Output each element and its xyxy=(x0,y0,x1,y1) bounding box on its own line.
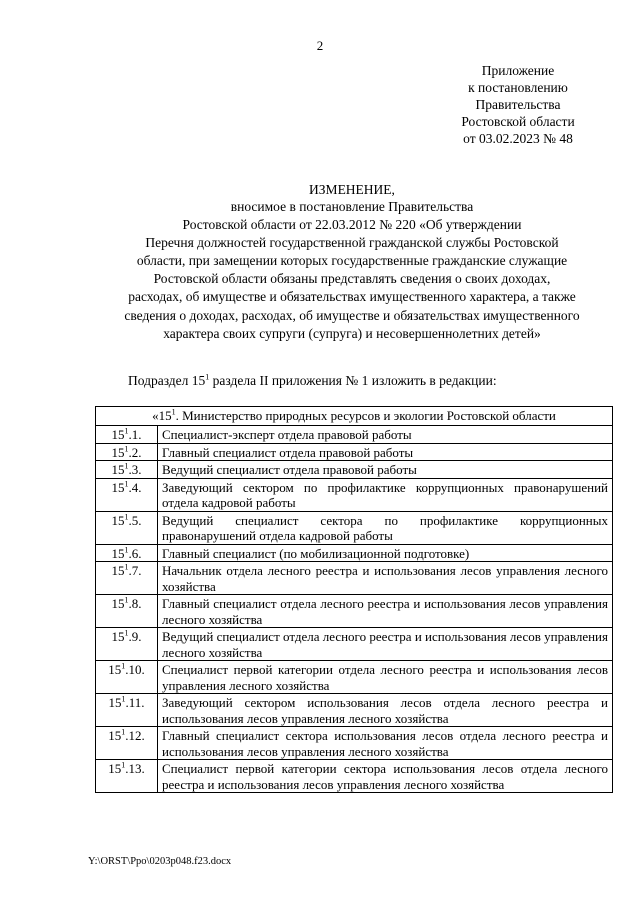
position-title: Ведущий специалист отдела лесного реестра и использования лесов управления лесного хозяйства xyxy=(158,628,613,661)
table-row xyxy=(96,478,613,511)
row-number xyxy=(96,661,158,694)
row-number-base: 15 xyxy=(111,563,125,578)
appendix-line: Правительства xyxy=(475,97,561,112)
intro-text-start: Подраздел 15 xyxy=(128,373,206,388)
header-prefix: «15 xyxy=(152,408,172,423)
subtitle-line: характера своих супруги (супруга) и несовершеннолетних детей» xyxy=(163,325,541,341)
row-number-suffix: .6. xyxy=(128,545,142,561)
row-number-suffix: .10. xyxy=(125,662,145,677)
position-title: Главный специалист отдела правовой работы xyxy=(158,443,613,461)
subtitle-line: расходах, об имуществе и обязательствах имущественного характера, а также xyxy=(128,289,576,305)
row-number-superscript: 1 xyxy=(124,479,129,489)
appendix-line: Приложение xyxy=(481,63,555,78)
row-number-base: 15 xyxy=(108,761,122,776)
table-row xyxy=(96,562,613,595)
row-number xyxy=(96,511,158,544)
row-number-suffix: .7. xyxy=(128,563,142,578)
position-title: Ведущий специалист отдела правовой работы xyxy=(158,461,613,479)
row-number-suffix: .1. xyxy=(128,427,142,442)
row-number xyxy=(96,461,158,479)
position-title: Главный специалист (по мобилизационной подготовке) xyxy=(158,544,613,562)
position-title: Заведующий сектором по профилактике коррупционных правонарушений отдела кадровой работы xyxy=(158,478,613,511)
row-number-base: 15 xyxy=(111,479,125,495)
page-number: 2 xyxy=(316,38,324,53)
row-number-superscript: 1 xyxy=(121,760,126,770)
appendix-line: к постановлению xyxy=(468,80,568,95)
row-number-suffix: .2. xyxy=(128,444,142,460)
row-number-suffix: .12. xyxy=(125,728,145,743)
table-row xyxy=(96,544,613,562)
table-row xyxy=(96,661,613,694)
row-number-base: 15 xyxy=(111,512,125,528)
row-number xyxy=(96,562,158,595)
intro-superscript: 1 xyxy=(205,372,210,382)
row-number-base: 15 xyxy=(111,462,125,477)
table-row xyxy=(96,426,613,444)
row-number-base: 15 xyxy=(111,629,125,644)
position-title: Специалист первой категории отдела лесного реестра и использования лесов управления лесного хозяйства xyxy=(158,661,613,694)
row-number xyxy=(96,727,158,760)
table-header-row xyxy=(96,407,613,426)
row-number-base: 15 xyxy=(108,695,122,710)
row-number-superscript: 1 xyxy=(121,694,126,704)
row-number-superscript: 1 xyxy=(124,628,129,638)
row-number-superscript: 1 xyxy=(121,727,126,737)
row-number-base: 15 xyxy=(108,662,122,677)
table-row xyxy=(96,628,613,661)
position-title: Главный специалист отдела лесного реестра и использования лесов управления лесного хозяйства xyxy=(158,595,613,628)
position-title: Ведущий специалист сектора по профилактике коррупционных правонарушений отдела кадровой работы xyxy=(158,511,613,544)
positions-table xyxy=(95,406,613,793)
row-number-base: 15 xyxy=(111,545,125,561)
position-title: Заведующий сектором использования лесов отдела лесного реестра и использования лесов управления лесного хозяйства xyxy=(158,694,613,727)
header-ministry-name: . Министерство природных ресурсов и экологии Ростовской области xyxy=(175,408,556,423)
appendix-line: Ростовской области xyxy=(461,114,575,129)
table-row xyxy=(96,727,613,760)
row-number-suffix: .9. xyxy=(128,629,142,644)
subtitle-line: области, при замещении которых государственные гражданские служащие xyxy=(136,253,568,269)
row-number xyxy=(96,443,158,461)
row-number-base: 15 xyxy=(108,728,122,743)
position-title: Главный специалист сектора использования лесов отдела лесного реестра и использования лесов управления лесного хозяйства xyxy=(158,727,613,760)
row-number xyxy=(96,544,158,562)
row-number xyxy=(96,760,158,793)
subtitle-line: Ростовской области от 22.03.2012 № 220 «Об утверждении xyxy=(182,217,522,233)
subtitle-line: сведения о доходах, расходах, об имуществе и обязательствах имущественного xyxy=(124,307,580,323)
row-number-superscript: 1 xyxy=(121,661,126,671)
row-number xyxy=(96,426,158,444)
position-title: Специалист первой категории сектора использования лесов отдела лесного реестра и использования лесов управления лесного хозяйства xyxy=(158,760,613,793)
appendix-block xyxy=(452,62,584,147)
row-number-superscript: 1 xyxy=(124,512,129,522)
table-row xyxy=(96,595,613,628)
row-number-base: 15 xyxy=(111,427,125,442)
position-title: Специалист-эксперт отдела правовой работы xyxy=(158,426,613,444)
subtitle-line: Перечня должностей государственной гражданской службы Ростовской xyxy=(145,235,559,251)
appendix-date-number: от 03.02.2023 № 48 xyxy=(463,131,573,146)
row-number-suffix: .8. xyxy=(128,596,142,611)
row-number xyxy=(96,628,158,661)
row-number-base: 15 xyxy=(111,596,125,611)
header-superscript: 1 xyxy=(171,407,176,417)
row-number-suffix: .13. xyxy=(125,761,145,776)
position-title: Начальник отдела лесного реестра и использования лесов управления лесного хозяйства xyxy=(158,562,613,595)
table-row xyxy=(96,694,613,727)
table-row xyxy=(96,511,613,544)
row-number xyxy=(96,478,158,511)
row-number-superscript: 1 xyxy=(124,562,129,572)
ministry-header xyxy=(96,407,613,426)
row-number-superscript: 1 xyxy=(124,595,129,605)
table-row xyxy=(96,760,613,793)
row-number-superscript: 1 xyxy=(124,461,129,471)
footer-file-path: Y:\ORST\Ppo\0203p048.f23.docx xyxy=(88,856,232,867)
row-number xyxy=(96,694,158,727)
intro-text-end: раздела II приложения № 1 изложить в редакции: xyxy=(209,373,497,388)
row-number-suffix: .11. xyxy=(125,695,145,710)
row-number-suffix: .3. xyxy=(128,462,142,477)
table-row xyxy=(96,443,613,461)
intro-paragraph xyxy=(128,373,497,389)
row-number-base: 15 xyxy=(111,444,125,460)
row-number-superscript: 1 xyxy=(124,426,129,436)
subtitle-line: Ростовской области обязаны представлять сведения о своих доходах, xyxy=(153,271,551,287)
subtitle-line: вносимое в постановление Правительства xyxy=(230,199,474,214)
row-number-superscript: 1 xyxy=(124,545,129,555)
table-row xyxy=(96,461,613,479)
document-title: ИЗМЕНЕНИЕ, xyxy=(309,182,395,197)
document-subtitle xyxy=(80,198,624,343)
row-number-suffix: .5. xyxy=(128,512,142,528)
row-number-superscript: 1 xyxy=(124,444,129,454)
row-number-suffix: .4. xyxy=(128,479,142,495)
row-number xyxy=(96,595,158,628)
